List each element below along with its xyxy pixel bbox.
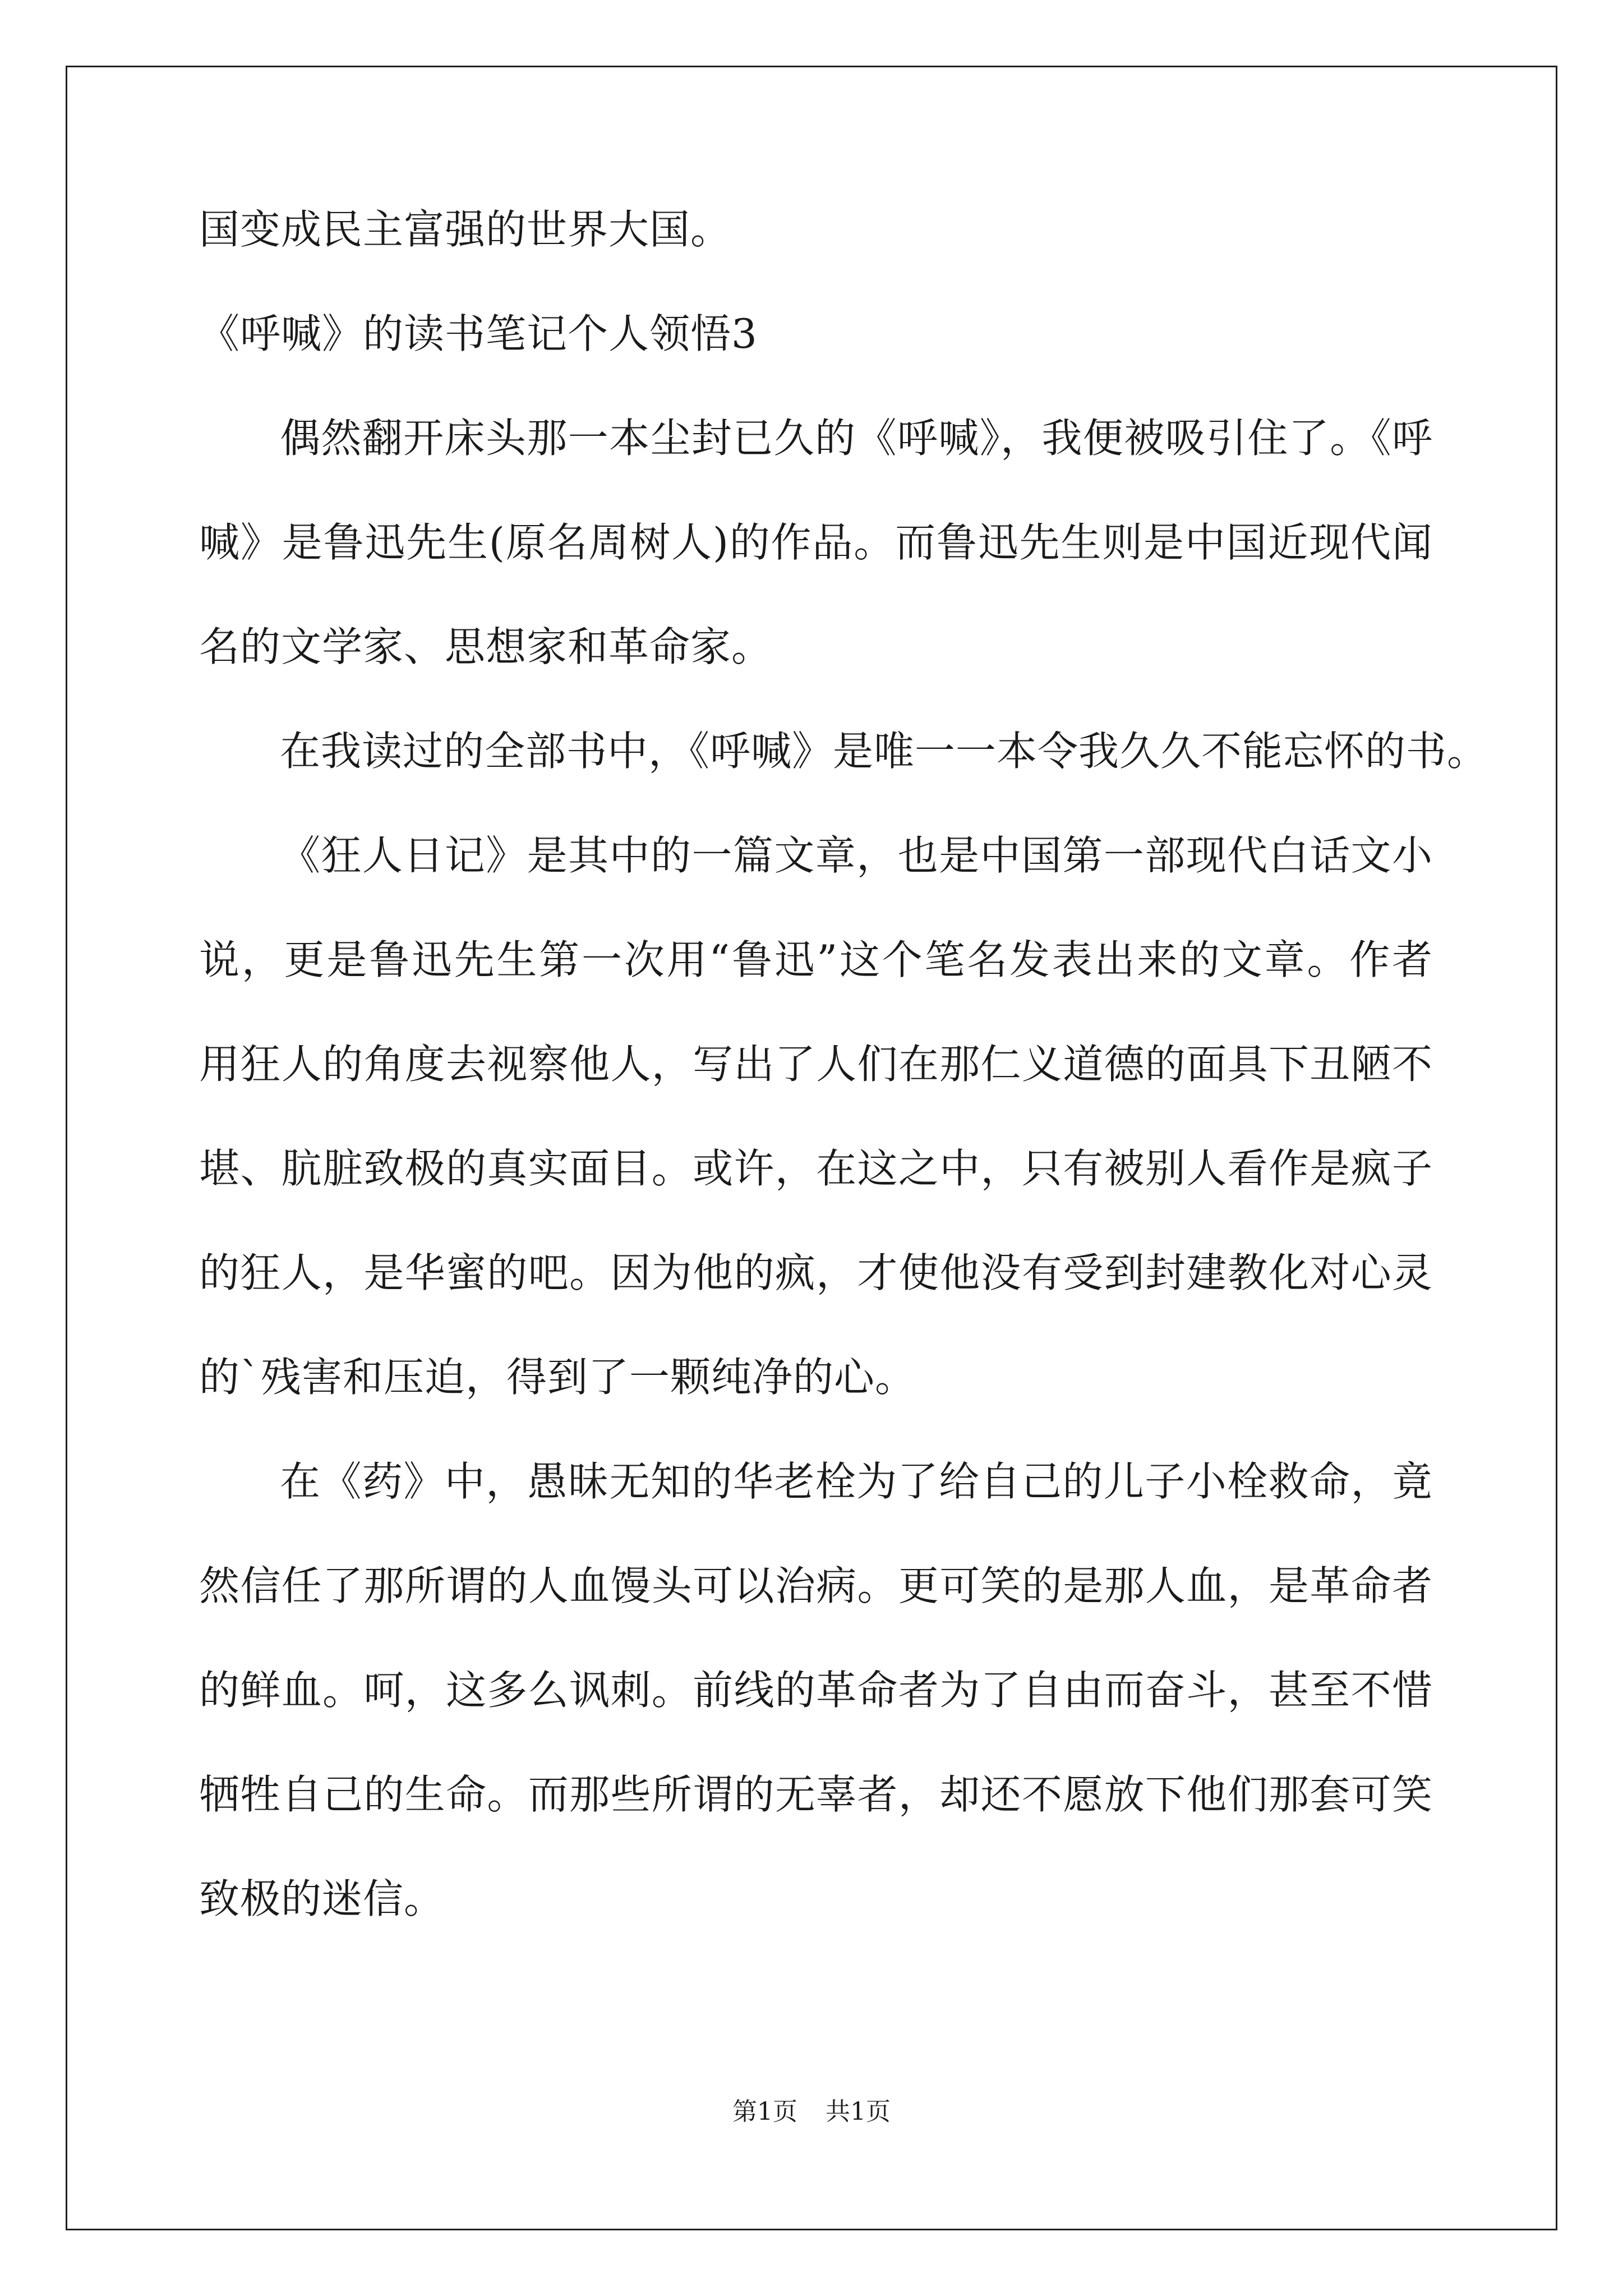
text-line: 名的文学家、思想家和革命家。 [199,623,773,670]
text-line: 《狂人日记》是其中的一篇文章，也是中国第一部现代白话文小 [280,832,1433,879]
page-number: 第1页 [732,2097,797,2126]
text-line: 用狂人的角度去视察他人，写出了人们在那仁义道德的面具下丑陋不 [199,1041,1433,1088]
text-line: 堪、肮脏致极的真实面目。或许，在这之中，只有被别人看作是疯子 [199,1145,1433,1192]
text-line: 的狂人，是华蜜的吧。因为他的疯，才使他没有受到封建教化对心灵 [199,1249,1433,1296]
text-line: 偶然翻开床头那一本尘封已久的《呼喊》，我便被吸引住了。《呼 [280,415,1433,462]
page-total: 共1页 [826,2097,891,2126]
page-footer [0,2095,1623,2129]
text-line: 在我读过的全部书中，《呼喊》是唯一一本令我久久不能忘怀的书。 [280,728,1488,775]
text-line: 牺牲自己的生命。而那些所谓的无辜者，却还不愿放下他们那套可笑 [199,1771,1433,1818]
text-line: 喊》是鲁迅先生(原名周树人)的作品。而鲁迅先生则是中国近现代闻 [199,519,1433,566]
document-body [199,202,1488,1976]
text-line: 的鲜血。呵，这多么讽刺。前线的革命者为了自由而奋斗，甚至不惜 [199,1667,1433,1714]
text-line: 致极的迷信。 [199,1875,445,1922]
text-line: 国变成民主富强的世界大国。 [199,206,732,253]
text-line: 的`残害和压迫，得到了一颗纯净的心。 [199,1354,916,1401]
text-line: 然信任了那所谓的人血馒头可以治病。更可笑的是那人血，是革命者 [199,1562,1433,1609]
section-heading: 《呼喊》的读书笔记个人领悟3 [199,310,758,357]
text-line: 说，更是鲁迅先生第一次用“鲁迅”这个笔名发表出来的文章。作者 [199,936,1433,983]
text-line: 在《药》中，愚昧无知的华老栓为了给自己的儿子小栓救命，竟 [280,1458,1433,1505]
